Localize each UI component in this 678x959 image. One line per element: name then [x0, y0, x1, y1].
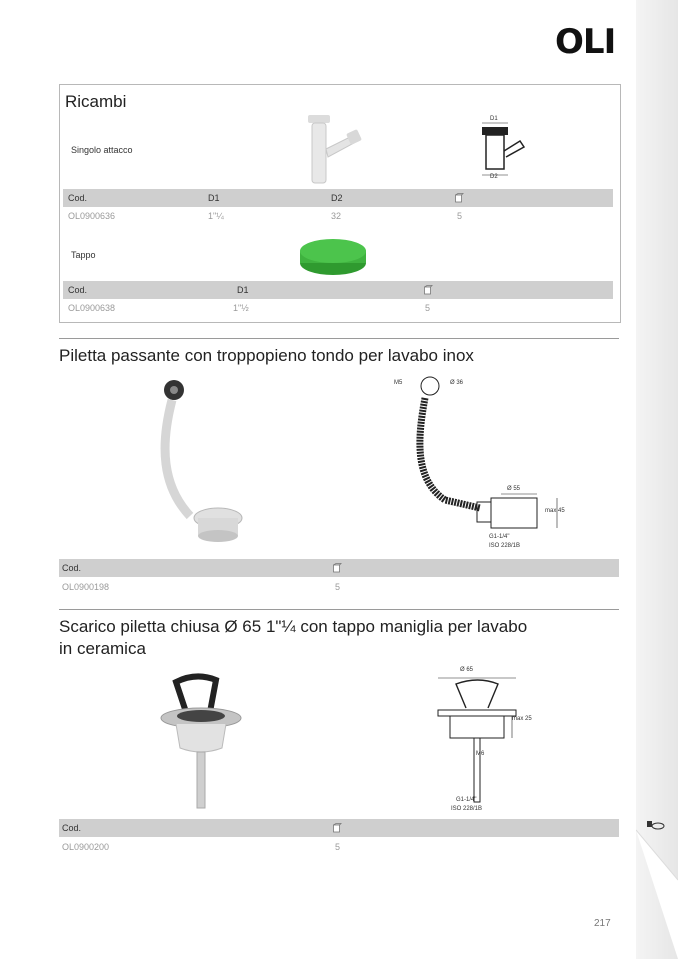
spare-parts-title: Ricambi: [65, 92, 127, 111]
single-pack: 5: [457, 211, 463, 221]
drawing-m6-label: M6: [476, 751, 485, 757]
single-connection-label: Singolo attacco: [71, 145, 133, 155]
single-fitting-drawing: [472, 115, 542, 183]
side-strip: [636, 0, 678, 959]
page-number: 217: [594, 918, 611, 929]
product1-drawing: [395, 370, 565, 560]
cap-header-code: Cod.: [68, 285, 88, 295]
drawing-d55-label: Ø 55: [507, 486, 521, 492]
drawing-max45-label: max 45: [545, 508, 565, 514]
cap-table-row: [63, 303, 613, 315]
drawing-d1-label: D1: [490, 116, 498, 122]
single-table-row: [63, 211, 613, 223]
section-tab-icon: [646, 818, 668, 832]
product2-drawing: [430, 670, 525, 815]
single-d1: 1"¼: [208, 211, 224, 221]
product1-photo: [150, 376, 250, 546]
product2-pack: 5: [335, 842, 341, 852]
product2-photo: [156, 672, 246, 812]
product1-table-row: [59, 582, 619, 594]
drawing-iso-label: ISO 228/1B: [451, 806, 483, 812]
product2-title-line2: in ceramica: [59, 639, 146, 658]
drawing-thread-label: G1-1/4": [489, 534, 510, 540]
package-icon: [454, 193, 464, 203]
header-code: Cod.: [68, 193, 88, 203]
single-code: OL0900636: [68, 211, 116, 221]
header-d2: D2: [331, 193, 343, 203]
single-d2: 32: [331, 211, 342, 221]
drawing-d2-label: D2: [490, 174, 498, 180]
product1-table-header: [59, 559, 619, 577]
cap-code: OL0900638: [68, 303, 116, 313]
product1-code: OL0900198: [62, 582, 110, 592]
product2-table-row: [59, 842, 619, 854]
drawing-d65-label: Ø 65: [460, 667, 474, 673]
product2-code: OL0900200: [62, 842, 110, 852]
drawing-iso-label: ISO 228/1B: [489, 543, 521, 549]
drawing-m5-label: M5: [394, 380, 403, 386]
spare-parts-box: [59, 84, 621, 323]
drawing-thread-label: G1-1/4": [456, 797, 477, 803]
package-icon: [423, 285, 433, 295]
brand-logo: OLI: [555, 22, 616, 62]
cap-header-d1: D1: [237, 285, 249, 295]
package-icon: [332, 563, 342, 573]
product2-header-code: Cod.: [62, 823, 82, 833]
cap-pack: 5: [425, 303, 431, 313]
section-divider: [59, 609, 619, 610]
section-divider: [59, 338, 619, 339]
cap-table-header: [63, 281, 613, 299]
single-fitting-photo: [298, 109, 372, 187]
product1-header-code: Cod.: [62, 563, 82, 573]
drawing-d36-label: Ø 36: [450, 380, 464, 386]
product2-title-line1: Scarico piletta chiusa Ø 65 1"¼ con tappo maniglia per lavabo: [59, 617, 528, 636]
page-curl: [636, 820, 678, 959]
product1-title: Piletta passante con troppopieno tondo per lavabo inox: [59, 346, 474, 365]
cap-photo: [298, 233, 368, 277]
cap-label: Tappo: [71, 250, 96, 260]
drawing-max25-label: max 25: [512, 716, 532, 722]
product2-table-header: [59, 819, 619, 837]
header-d1: D1: [208, 193, 220, 203]
product1-pack: 5: [335, 582, 341, 592]
single-table-header: [63, 189, 613, 207]
cap-d1: 1"½: [233, 303, 249, 313]
package-icon: [332, 823, 342, 833]
